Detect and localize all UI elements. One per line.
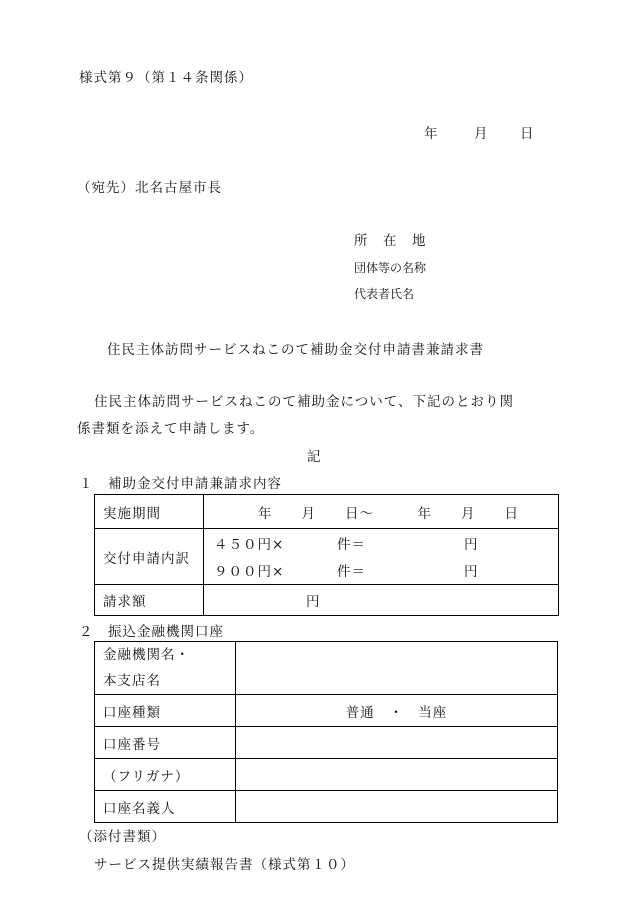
bank-name-label bbox=[95, 642, 236, 695]
applicant-address-label: 所 在 地 bbox=[354, 233, 427, 249]
attachments-heading: （添付書類） bbox=[79, 829, 166, 845]
ki-marker: 記 bbox=[307, 449, 322, 465]
section1-heading: １ 補助金交付申請兼請求内容 bbox=[79, 476, 282, 492]
furigana-label: （フリガナ） bbox=[95, 759, 236, 791]
line1-yen: 円 bbox=[464, 537, 479, 553]
section2-heading: ２ 振込金融機関口座 bbox=[79, 624, 224, 640]
breakdown-value bbox=[204, 529, 559, 585]
application-table bbox=[94, 494, 559, 616]
account-number-field[interactable] bbox=[236, 727, 558, 759]
applicant-org-label: 団体等の名称 bbox=[354, 261, 427, 275]
line2-count: 件＝ bbox=[337, 564, 366, 580]
furigana-field[interactable] bbox=[236, 759, 558, 791]
period-value: 年 月 日～ 年 月 日 bbox=[204, 495, 559, 529]
claim-label: 請求額 bbox=[95, 585, 204, 616]
bank-name-field[interactable] bbox=[236, 642, 558, 695]
account-holder-field[interactable] bbox=[236, 791, 558, 823]
applicant-rep-label: 代表者氏名 bbox=[354, 287, 415, 301]
date-year: 年 bbox=[424, 126, 439, 142]
period-label: 実施期間 bbox=[95, 495, 204, 529]
addressee: （宛先）北名古屋市長 bbox=[77, 180, 222, 196]
breakdown-label: 交付申請内訳 bbox=[95, 529, 204, 585]
bank-name-label-line1: 金融機関名・ bbox=[103, 647, 190, 663]
bank-name-label-line2: 本支店名 bbox=[103, 673, 161, 689]
date-day: 日 bbox=[520, 126, 535, 142]
claim-value: 円 bbox=[204, 585, 559, 616]
line1-price: ４５０円× bbox=[214, 537, 285, 553]
document-title: 住民主体訪問サービスねこのて補助金交付申請書兼請求書 bbox=[107, 342, 484, 358]
account-number-label: 口座番号 bbox=[95, 727, 236, 759]
date-month: 月 bbox=[474, 126, 489, 142]
bank-table bbox=[94, 641, 558, 823]
account-holder-label: 口座名義人 bbox=[95, 791, 236, 823]
body-text-line2: 係書類を添えて申請します。 bbox=[77, 421, 265, 437]
form-number: 様式第９（第１４条関係） bbox=[79, 70, 253, 86]
account-type-value[interactable]: 普通 ・ 当座 bbox=[236, 695, 558, 727]
line1-count: 件＝ bbox=[337, 537, 366, 553]
account-type-label: 口座種類 bbox=[95, 695, 236, 727]
attachment-item: サービス提供実績報告書（様式第１０） bbox=[94, 857, 355, 873]
line2-yen: 円 bbox=[464, 564, 479, 580]
line2-price: ９００円× bbox=[214, 564, 285, 580]
body-text-line1: 住民主体訪問サービスねこのて補助金について、下記のとおり関 bbox=[94, 394, 514, 410]
